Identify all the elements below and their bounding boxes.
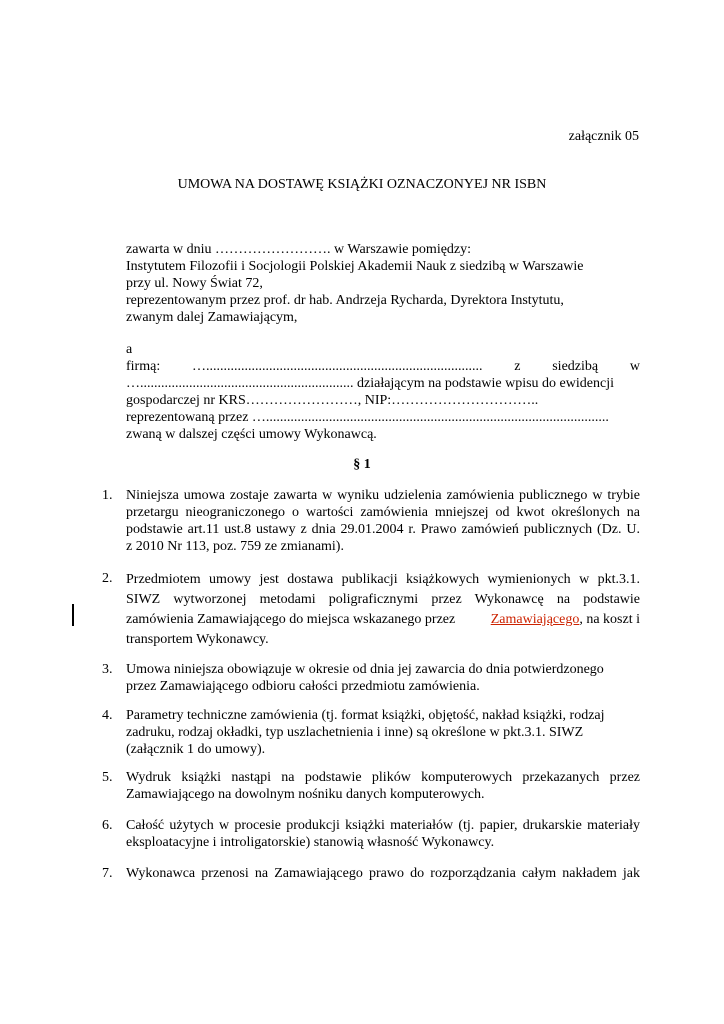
item-number: 1. [102, 488, 113, 503]
parties-block [126, 241, 640, 326]
item-line: Całość użytych w procesie produkcji książki materiałów (tj. papier, drukarskie materiały [126, 818, 640, 833]
item-line-part: zamówienia Zamawiającego do miejsca wskazanego przez [126, 612, 456, 627]
item-line: z 2010 Nr 113, poz. 759 ze zmianami). [126, 539, 344, 554]
item-line: Parametry techniczne zamówienia (tj. format książki, objętość, nakład książki, rodzaj [126, 708, 605, 723]
list-item [102, 817, 640, 851]
item-line: przez Zamawiającego odbioru całości przedmiotu zamówienia. [126, 679, 480, 694]
item-line: SIWZ wytworzonej metodami poligraficznymi przez Wykonawcę na podstawie [126, 592, 640, 607]
parties-line: Instytutem Filozofii i Socjologii Polskiej Akademii Nauk z siedzibą w Warszawie [126, 259, 584, 274]
section-heading: § 1 [353, 457, 371, 472]
item-number: 4. [102, 708, 113, 723]
item-line: Niniejsza umowa zostaje zawarta w wyniku udzielenia zamówienia publicznego w trybie [126, 488, 640, 503]
item-line: eksploatacyjne i introligatorskie) stanowią własność Wykonawcy. [126, 835, 495, 850]
firm-word: w [629, 359, 640, 374]
parties-line: a [126, 342, 133, 357]
list-item [102, 769, 640, 803]
firm-word: …............................................................................... [191, 359, 483, 374]
list-item [102, 570, 640, 650]
parties-line: zwaną w dalszej części umowy Wykonawcą. [126, 427, 377, 442]
item-line: podstawie art.11 ust.8 ustawy z dnia 29.01.2004 r. Prawo zamówień publicznych (Dz. U. [126, 522, 640, 537]
item-line: zadruku, rodzaj okładki, typ uszlachetnienia i inne) są określone w pkt.3.1. SIWZ [126, 725, 584, 740]
firm-word: siedzibą [552, 359, 599, 374]
list-item [102, 707, 640, 758]
revision-bar [72, 604, 74, 626]
parties-line: reprezentowanym przez prof. dr hab. Andrzeja Rycharda, Dyrektora Instytutu, [126, 293, 564, 308]
parties-line: zawarta w dniu ……………………. w Warszawie pomiędzy: [126, 242, 472, 257]
item-line [126, 610, 640, 630]
document-title: UMOWA NA DOSTAWĘ KSIĄŻKI OZNACZONYEJ NR ISBN [177, 177, 547, 192]
item-line: transportem Wykonawcy. [126, 632, 269, 647]
item-number: 2. [102, 571, 113, 586]
item-line: Umowa niniejsza obowiązuje w okresie od dnia jej zawarcia do dnia potwierdzonego [126, 662, 604, 677]
parties-line: gospodarczej nr KRS……………………, NIP:………………………….. [126, 393, 539, 408]
contractor-block [126, 341, 640, 443]
annex-label: załącznik 05 [568, 129, 639, 144]
parties-line: zwanym dalej Zamawiającym, [126, 310, 298, 325]
item-line: Wydruk książki nastąpi na podstawie plików komputerowych przekazanych przez [126, 770, 640, 785]
item-number: 3. [102, 662, 113, 677]
parties-line: …............................................................. działającym na podstawie wpisu do ewidencji [126, 376, 614, 391]
item-line: (załącznik 1 do umowy). [126, 742, 266, 757]
highlighted-term: Zamawiającego [490, 612, 580, 627]
parties-line: reprezentowaną przez ….................................................................................................. [126, 410, 609, 425]
list-item [102, 487, 640, 555]
item-line: Wykonawca przenosi na Zamawiającego prawo do rozporządzania całym nakładem jak [126, 866, 640, 881]
item-number: 7. [102, 866, 113, 881]
item-line: Zamawiającego na dowolnym nośniku danych komputerowych. [126, 787, 485, 802]
list-item [102, 661, 640, 695]
firm-word: firmą: [126, 359, 161, 374]
item-line: Przedmiotem umowy jest dostawa publikacji książkowych wymienionych w pkt.3.1. [126, 572, 640, 587]
firm-line [126, 358, 640, 375]
firm-word: z [514, 359, 521, 374]
parties-line: przy ul. Nowy Świat 72, [126, 276, 263, 291]
list-item [102, 865, 640, 882]
item-number: 5. [102, 770, 113, 785]
item-line-part: , na koszt i [579, 612, 640, 627]
item-number: 6. [102, 818, 113, 833]
item-line: przetargu nieograniczonego o wartości zamówienia mniejszej od kwot określonych na [126, 505, 640, 520]
